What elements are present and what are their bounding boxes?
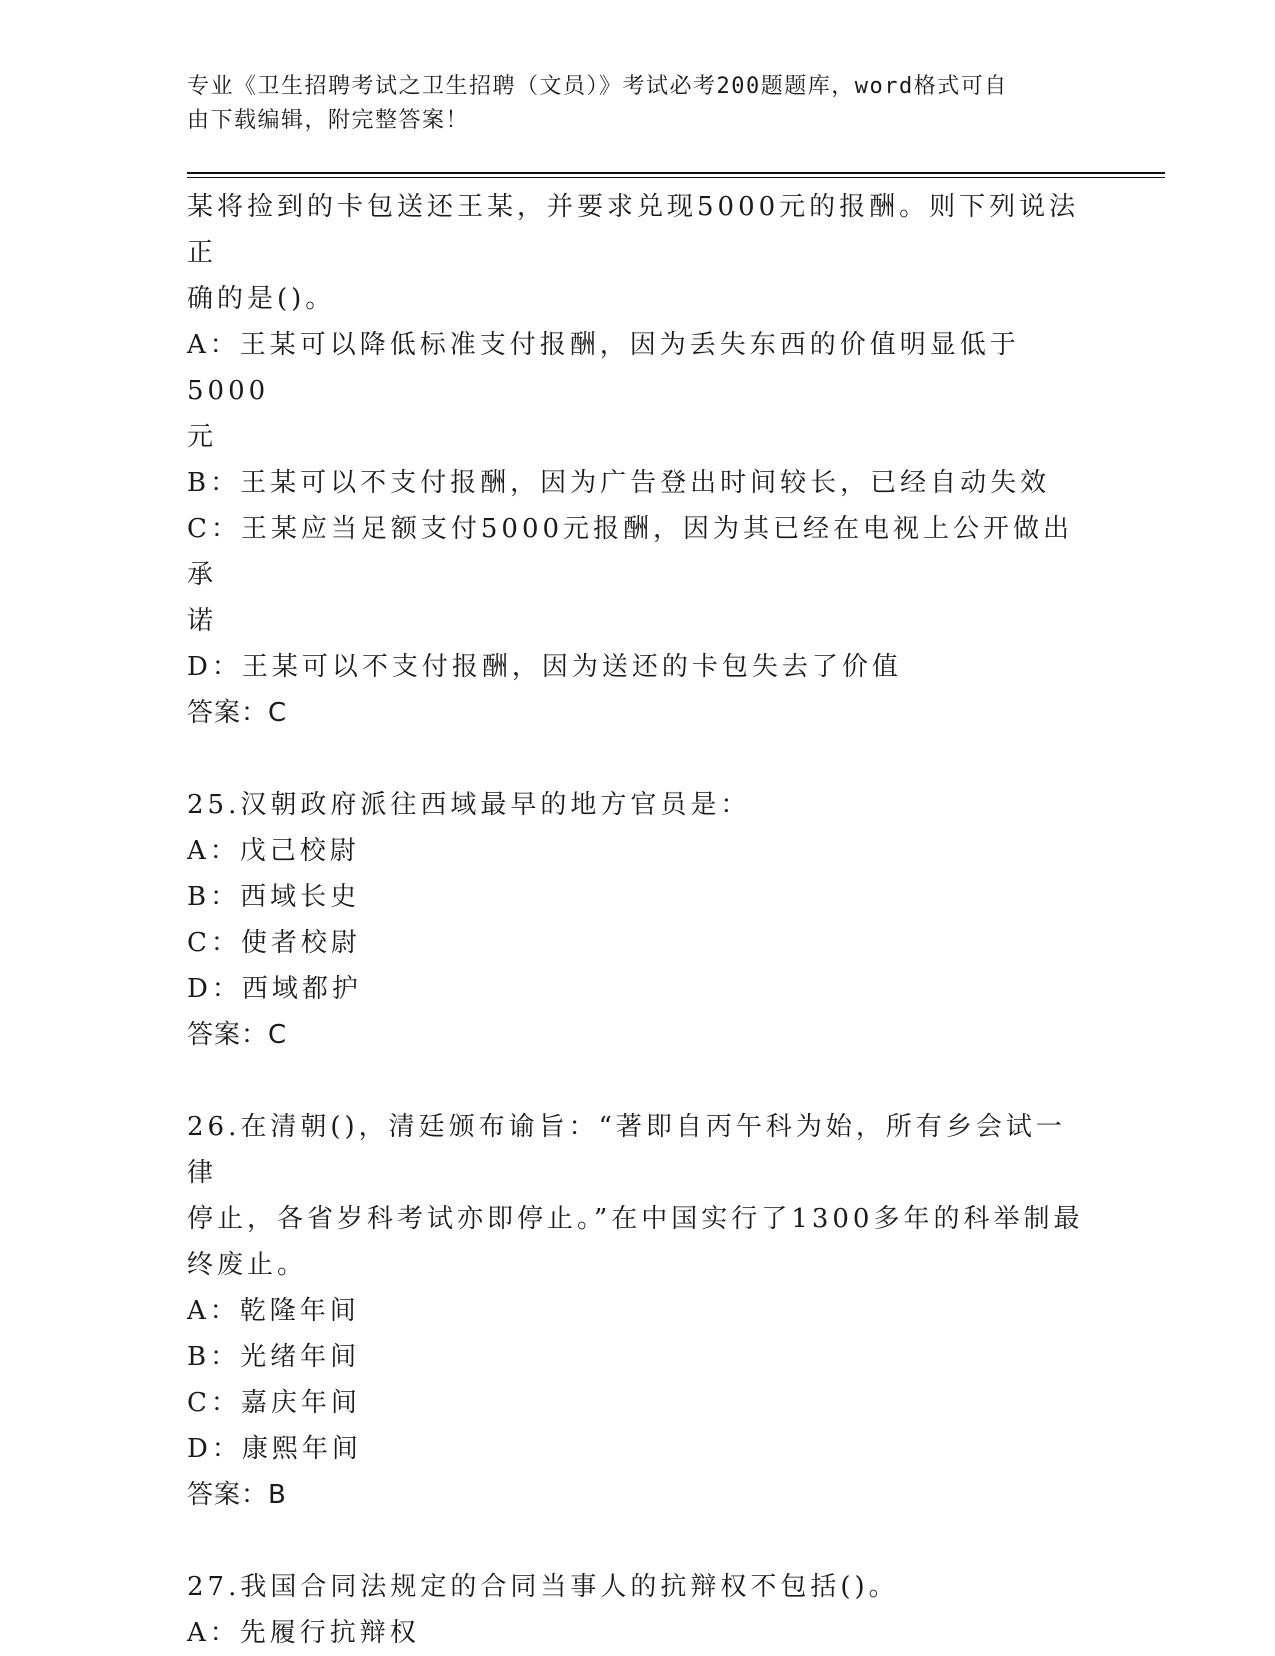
document-header xyxy=(187,70,1067,138)
option-a: A：戊己校尉 xyxy=(187,836,360,866)
option-b: B：西域长史 xyxy=(187,882,361,912)
question-stem: 确的是()。 xyxy=(187,284,336,314)
question-stem: 26.在清朝()，清廷颁布谕旨：“著即自丙午科为始，所有乡会试一律 xyxy=(187,1112,1066,1188)
question-stem: 27.我国合同法规定的合同当事人的抗辩权不包括()。 xyxy=(187,1572,899,1602)
header-divider xyxy=(187,172,1165,178)
question-stem: 25.汉朝政府派往西域最早的地方官员是： xyxy=(187,790,751,820)
answer-line: 答案：C xyxy=(187,1020,288,1050)
option-b: B：王某可以不支付报酬，因为广告登出时间较长，已经自动失效 xyxy=(187,468,1051,498)
option-d: D：王某可以不支付报酬，因为送还的卡包失去了价值 xyxy=(187,652,902,682)
option-a: 元 xyxy=(187,422,218,452)
option-c: C：使者校尉 xyxy=(187,928,361,958)
question-block xyxy=(187,782,1087,1058)
document-page xyxy=(187,70,1167,1656)
question-list xyxy=(187,184,1087,1656)
option-a: A：乾隆年间 xyxy=(187,1296,360,1326)
question-stem: 某将捡到的卡包送还王某，并要求兑现5000元的报酬。则下列说法正 xyxy=(187,192,1080,268)
option-b: B：光绪年间 xyxy=(187,1342,361,1372)
answer-line: 答案：B xyxy=(187,1480,287,1510)
question-stem: 停止，各省岁科考试亦即停止。”在中国实行了1300多年的科举制最 xyxy=(187,1204,1084,1234)
option-d: D：康熙年间 xyxy=(187,1434,362,1464)
question-stem: 终废止。 xyxy=(187,1250,308,1280)
option-c: 诺 xyxy=(187,606,218,636)
option-d: D：西域都护 xyxy=(187,974,362,1004)
option-a: A：先履行抗辩权 xyxy=(187,1618,420,1648)
answer-line: 答案：C xyxy=(187,698,288,728)
question-block xyxy=(187,184,1087,736)
option-c: C：王某应当足额支付5000元报酬，因为其已经在电视上公开做出承 xyxy=(187,514,1074,590)
header-line: 由下载编辑，附完整答案！ xyxy=(187,108,470,133)
option-c: C：嘉庆年间 xyxy=(187,1388,361,1418)
question-block xyxy=(187,1104,1087,1518)
option-a: A：王某可以降低标准支付报酬，因为丢失东西的价值明显低于5000 xyxy=(187,330,1020,406)
header-line: 专业《卫生招聘考试之卫生招聘（文员）》考试必考200题题库，word格式可自 xyxy=(187,74,1008,99)
question-block xyxy=(187,1564,1087,1656)
